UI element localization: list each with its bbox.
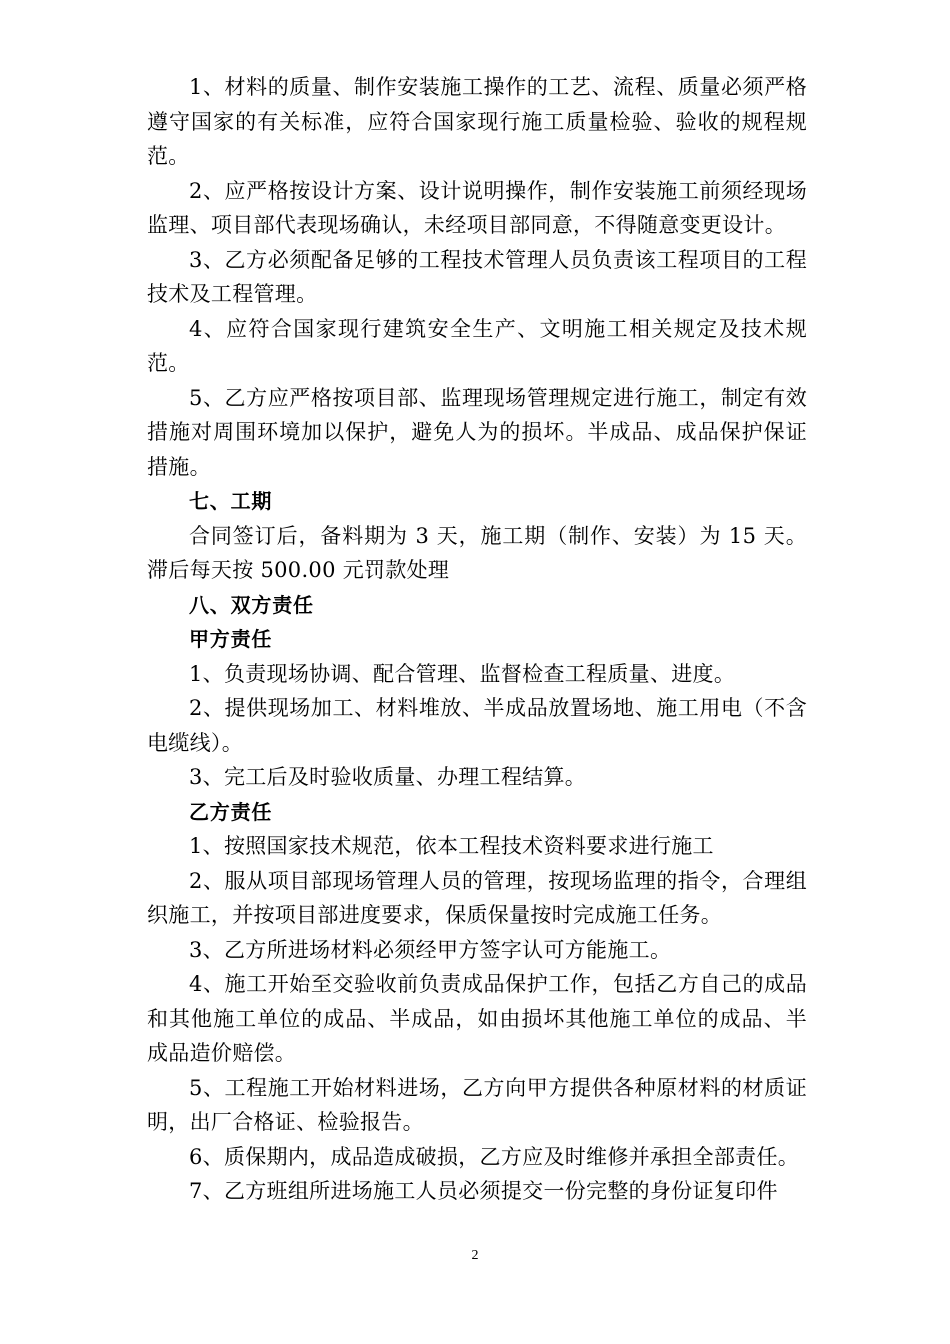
clause-3: 3、乙方必须配备足够的工程技术管理人员负责该工程项目的工程技术及工程管理。 (147, 247, 807, 306)
clause-2: 2、应严格按设计方案、设计说明操作，制作安装施工前须经现场监理、项目部代表现场确认，未经项目部同意，不得随意变更设计。 (147, 178, 807, 237)
clause-1: 1、材料的质量、制作安装施工操作的工艺、流程、质量必须严格遵守国家的有关标准，应符合国家现行施工质量检验、验收的规程规范。 (147, 75, 807, 168)
party-a-item-1: 1、负责现场协调、配合管理、监督检查工程质量、进度。 (189, 661, 736, 686)
subheading-party-b: 乙方责任 (189, 799, 273, 824)
subheading-party-a: 甲方责任 (189, 627, 273, 651)
party-a-item-2: 2、提供现场加工、材料堆放、半成品放置场地、施工用电（不含电缆线）。 (147, 696, 807, 755)
party-b-item-2: 2、服从项目部现场管理人员的管理，按现场监理的指令，合理组织施工，并按项目部进度要求，保质保量按时完成施工任务。 (147, 868, 807, 927)
party-b-item-7: 7、乙方班组所进场施工人员必须提交一份完整的身份证复印件 (189, 1179, 778, 1203)
schedule-text: 合同签订后，备料期为 3 天，施工期（制作、安装）为 15 天。滞后每天按 500.00 元罚款处理 (147, 523, 807, 582)
party-b-item-1: 1、按照国家技术规范，依本工程技术资料要求进行施工 (189, 834, 714, 858)
party-a-item-3: 3、完工后及时验收质量、办理工程结算。 (189, 765, 587, 789)
party-b-item-3: 3、乙方所进场材料必须经甲方签字认可方能施工。 (189, 937, 672, 962)
section-heading-schedule: 七、工期 (189, 489, 273, 513)
section-heading-responsibilities: 八、双方责任 (189, 592, 314, 617)
party-b-item-5: 5、工程施工开始材料进场，乙方向甲方提供各种原材料的材质证明，出厂合格证、检验报告。 (147, 1075, 807, 1134)
page-number: 2 (471, 1248, 479, 1263)
party-b-item-4: 4、施工开始至交验收前负责成品保护工作，包括乙方自己的成品和其他施工单位的成品、半成品，如由损坏其他施工单位的成品、半成品造价赔偿。 (147, 972, 807, 1065)
document-body (147, 70, 807, 1209)
party-b-item-6: 6、质保期内，成品造成破损，乙方应及时维修并承担全部责任。 (189, 1144, 800, 1169)
clause-5: 5、乙方应严格按项目部、监理现场管理规定进行施工，制定有效措施对周围环境加以保护，避免人为的损坏。半成品、成品保护保证措施。 (147, 385, 807, 479)
clause-4: 4、应符合国家现行建筑安全生产、文明施工相关规定及技术规范。 (147, 316, 807, 375)
